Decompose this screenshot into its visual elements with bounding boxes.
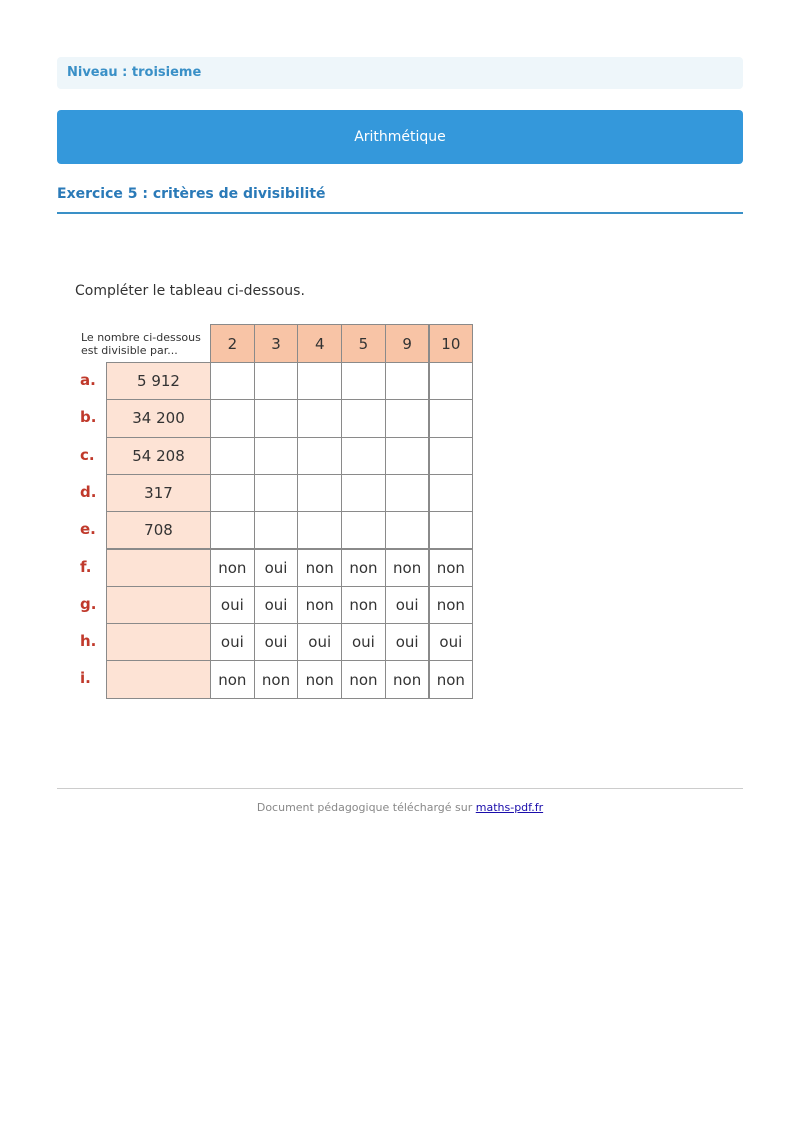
- answer-cell: non: [254, 660, 299, 698]
- answer-cell: [385, 437, 430, 475]
- answer-cell: non: [341, 586, 386, 624]
- divisor-header: 5: [341, 324, 386, 363]
- instruction-text: Compléter le tableau ci-dessous.: [75, 283, 305, 299]
- table-corner-label: [81, 331, 201, 357]
- answer-cell: [297, 511, 342, 549]
- divisor-header: 10: [429, 324, 474, 363]
- answer-cell: oui: [210, 623, 255, 661]
- row-label: h.: [80, 632, 97, 651]
- answer-cell: non: [210, 549, 255, 587]
- topic-banner: Arithmétique: [57, 110, 743, 164]
- answer-cell: [210, 362, 255, 400]
- answer-cell: [341, 362, 386, 400]
- number-cell: 34 200: [106, 399, 211, 437]
- answer-cell: [210, 399, 255, 437]
- answer-cell: [385, 362, 430, 400]
- answer-cell: [297, 437, 342, 475]
- answer-cell: [210, 437, 255, 475]
- answer-cell: [385, 399, 430, 437]
- row-label: b.: [80, 408, 97, 427]
- answer-cell: oui: [254, 623, 299, 661]
- answer-cell: oui: [254, 549, 299, 587]
- answer-cell: [210, 474, 255, 512]
- number-cell: [106, 586, 211, 624]
- answer-cell: non: [297, 549, 342, 587]
- answer-cell: non: [429, 660, 474, 698]
- answer-cell: [210, 511, 255, 549]
- answer-cell: [385, 474, 430, 512]
- corner-line-1: Le nombre ci-dessous: [81, 331, 201, 344]
- divisor-header: 2: [210, 324, 255, 363]
- number-cell: 5 912: [106, 362, 211, 400]
- answer-cell: [429, 399, 474, 437]
- answer-cell: [297, 474, 342, 512]
- answer-cell: [254, 362, 299, 400]
- footer-link[interactable]: maths-pdf.fr: [475, 801, 544, 814]
- row-label: f.: [80, 557, 92, 576]
- footer-text: Document pédagogique téléchargé sur: [256, 801, 476, 814]
- row-label: c.: [80, 445, 95, 464]
- level-banner: Niveau : troisieme: [57, 57, 743, 89]
- answer-cell: [429, 437, 474, 475]
- number-cell: [106, 623, 211, 661]
- divisor-header: 4: [297, 324, 342, 363]
- corner-line-2: est divisible par...: [81, 344, 178, 357]
- answer-cell: [254, 511, 299, 549]
- answer-cell: non: [385, 549, 430, 587]
- answer-cell: [341, 437, 386, 475]
- row-label: e.: [80, 520, 96, 539]
- answer-cell: oui: [385, 623, 430, 661]
- answer-cell: [254, 474, 299, 512]
- number-cell: 317: [106, 474, 211, 512]
- answer-cell: non: [429, 549, 474, 587]
- answer-cell: non: [210, 660, 255, 698]
- answer-cell: oui: [385, 586, 430, 624]
- divisor-header: 3: [254, 324, 299, 363]
- divisor-header: 9: [385, 324, 430, 363]
- number-cell: [106, 549, 211, 587]
- answer-cell: non: [297, 660, 342, 698]
- answer-cell: [429, 362, 474, 400]
- row-label: i.: [80, 669, 91, 688]
- footer-divider: [57, 788, 743, 789]
- answer-cell: oui: [429, 623, 474, 661]
- row-label: d.: [80, 482, 97, 501]
- answer-cell: non: [341, 660, 386, 698]
- answer-cell: oui: [210, 586, 255, 624]
- number-cell: 708: [106, 511, 211, 549]
- answer-cell: [429, 511, 474, 549]
- row-label: a.: [80, 371, 96, 389]
- number-cell: 54 208: [106, 437, 211, 475]
- footer: [57, 801, 743, 814]
- answer-cell: [341, 399, 386, 437]
- answer-cell: [254, 437, 299, 475]
- answer-cell: [297, 362, 342, 400]
- answer-cell: [429, 474, 474, 512]
- answer-cell: non: [297, 586, 342, 624]
- answer-cell: non: [385, 660, 430, 698]
- answer-cell: [385, 511, 430, 549]
- answer-cell: [254, 399, 299, 437]
- answer-cell: non: [341, 549, 386, 587]
- answer-cell: [297, 399, 342, 437]
- answer-cell: non: [429, 586, 474, 624]
- exercise-title: Exercice 5 : critères de divisibilité: [57, 186, 743, 214]
- number-cell: [106, 660, 211, 698]
- answer-cell: oui: [297, 623, 342, 661]
- row-label: g.: [80, 594, 97, 613]
- answer-cell: [341, 474, 386, 512]
- answer-cell: oui: [254, 586, 299, 624]
- answer-cell: oui: [341, 623, 386, 661]
- answer-cell: [341, 511, 386, 549]
